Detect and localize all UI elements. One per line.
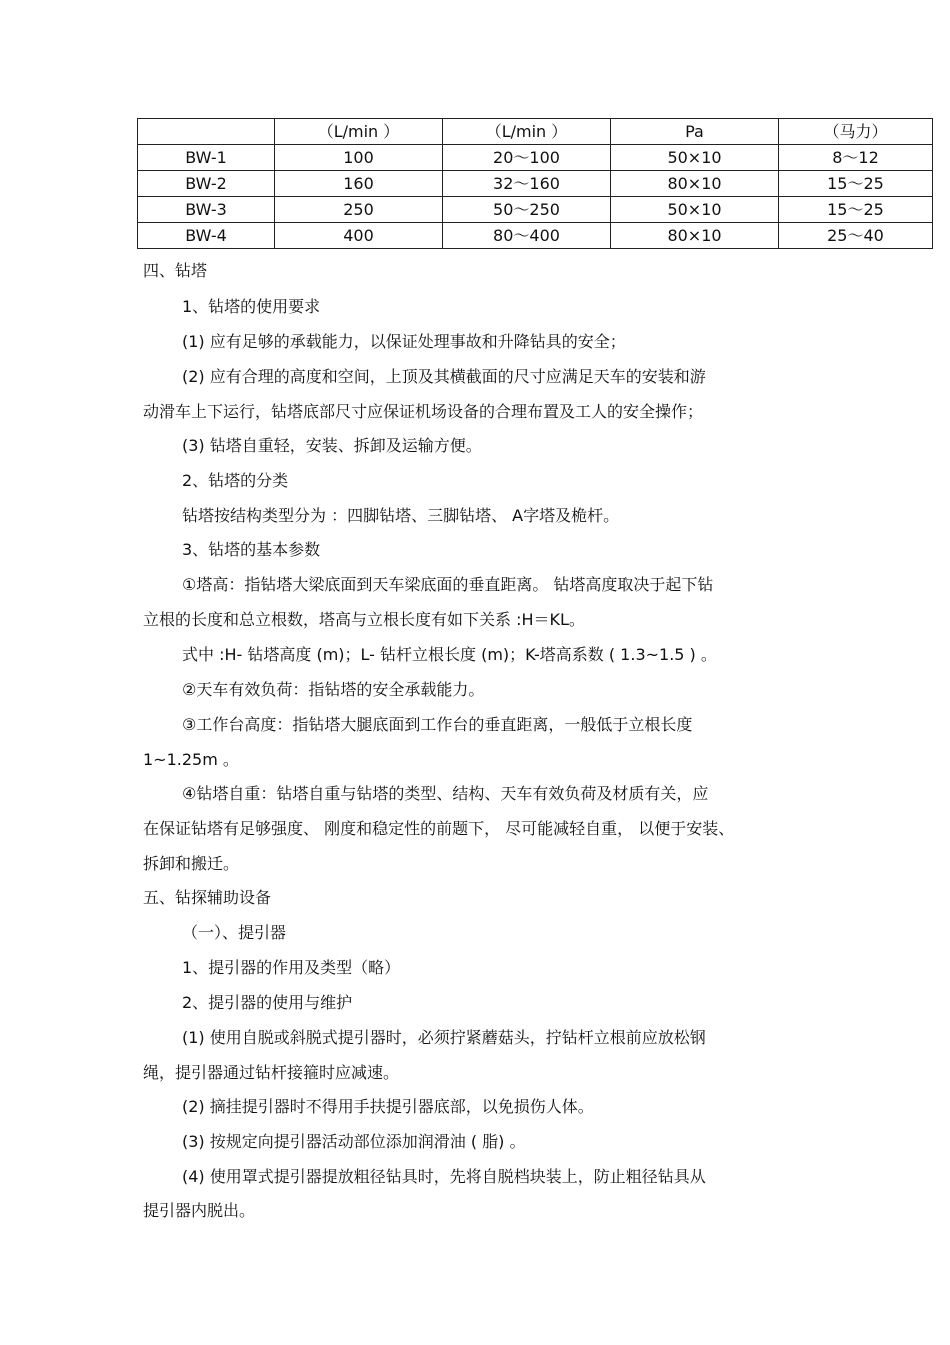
table-cell: 50～250 [443,197,611,223]
table-cell: 20～100 [443,145,611,171]
table-row [138,223,933,249]
paragraph-line: (2) 应有合理的高度和空间，上顶及其横截面的尺寸应满足天车的安装和游 [182,367,706,386]
table-cell: BW-3 [138,197,275,223]
header-cell: Pa [611,119,779,145]
table-cell: 15～25 [779,197,933,223]
paragraph-line: 钻塔按结构类型分为 ：四脚钻塔、三脚钻塔、 A字塔及桅杆。 [182,506,620,525]
paragraph-line: ④钻塔自重：钻塔自重与钻塔的类型、结构、天车有效负荷及材质有关，应 [182,784,709,803]
paragraph-line: 动滑车上下运行，钻塔底部尺寸应保证机场设备的合理布置及工人的安全操作； [143,402,704,421]
table-cell: 50×10 [611,145,779,171]
paragraph-line: 绳，提引器通过钻杆接箍时应减速。 [143,1063,400,1082]
paragraph-line: (2) 摘挂提引器时不得用手扶提引器底部，以免损伤人体。 [182,1097,594,1116]
subsection-heading: 2、钻塔的分类 [182,471,289,490]
header-cell: （L/min ） [443,119,611,145]
table-cell: 80～400 [443,223,611,249]
subsection-heading: 3、钻塔的基本参数 [182,540,321,559]
table-header-row [138,119,933,145]
subsection-heading: 2、提引器的使用与维护 [182,993,353,1012]
subsection-heading: （一）、提引器 [182,923,287,942]
table-cell: 15～25 [779,171,933,197]
header-cell: （L/min ） [275,119,443,145]
paragraph-line: (1) 使用自脱或斜脱式提引器时，必须拧紧蘑菇头，拧钻杆立根前应放松钢 [182,1028,706,1047]
table-cell: 80×10 [611,171,779,197]
paragraph-line: 1~1.25m 。 [143,750,239,769]
table-cell: 400 [275,223,443,249]
paragraph-line: 拆卸和搬迁。 [143,854,240,873]
table-row [138,197,933,223]
paragraph-line: ①塔高：指钻塔大梁底面到天车梁底面的垂直距离。 钻塔高度取决于起下钻 [182,575,714,594]
table-cell: 25～40 [779,223,933,249]
pump-spec-table [137,118,933,249]
paragraph-line: 立根的长度和总立根数，塔高与立根长度有如下关系 :H＝KL。 [143,610,585,629]
paragraph-line: (3) 钻塔自重轻，安装、拆卸及运输方便。 [182,436,482,455]
subsection-heading: 1、提引器的作用及类型（略） [182,958,401,977]
table-row [138,145,933,171]
table-cell: 160 [275,171,443,197]
table-cell: BW-1 [138,145,275,171]
table-cell: 250 [275,197,443,223]
paragraph-line: ③工作台高度：指钻塔大腿底面到工作台的垂直距离，一般低于立根长度 [182,715,693,734]
table-cell: 50×10 [611,197,779,223]
paragraph-line: 在保证钻塔有足够强度、 刚度和稳定性的前题下， 尽可能减轻自重， 以便于安装、 [143,819,735,838]
table-cell: 32～160 [443,171,611,197]
section-heading: 五、钻探辅助设备 [143,888,272,907]
header-cell [138,119,275,145]
table-cell: 80×10 [611,223,779,249]
table-row [138,171,933,197]
table-cell: 8～12 [779,145,933,171]
section-heading: 四、钻塔 [143,261,208,280]
paragraph-line: (4) 使用罩式提引器提放粗径钻具时，先将自脱档块装上，防止粗径钻具从 [182,1167,706,1186]
paragraph-line: (1) 应有足够的承载能力，以保证处理事故和升降钻具的安全； [182,332,626,351]
paragraph-line: 式中 :H- 钻塔高度 (m)；L- 钻杆立根长度 (m)；K-塔高系数 ( 1.3~1.5 ) 。 [182,645,717,664]
paragraph-line: 提引器内脱出。 [143,1201,256,1220]
header-cell: （马力） [779,119,933,145]
table-cell: BW-2 [138,171,275,197]
subsection-heading: 1、钻塔的使用要求 [182,297,321,316]
table-cell: BW-4 [138,223,275,249]
paragraph-line: ②天车有效负荷：指钻塔的安全承载能力。 [182,680,485,699]
paragraph-line: (3) 按规定向提引器活动部位添加润滑油 ( 脂) 。 [182,1132,526,1151]
table-cell: 100 [275,145,443,171]
